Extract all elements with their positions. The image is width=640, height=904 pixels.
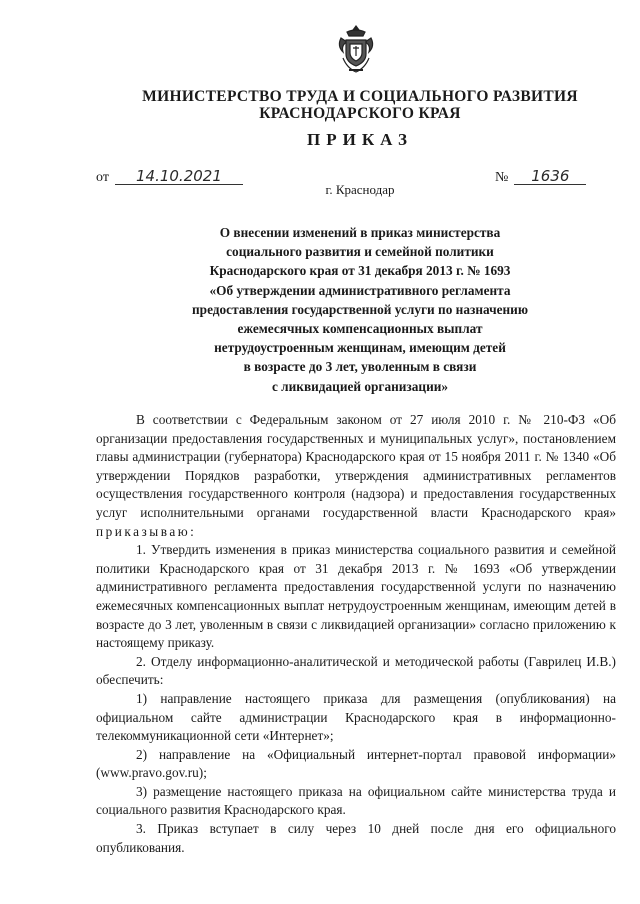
title-line: Краснодарского края от 31 декабря 2013 г. № 1693 [209, 263, 511, 279]
item-1: 1. Утвердить изменения в приказ министерства социального развития и семейной политики Краснодарского края от 31 декабря 2013 г. № 1693 «Об утверждении административного регламента предоставления государственной услуги по назначению ежемесячных компенсационных выплат нетрудоустроенным женщинам, имеющим детей в возрасте до 3 лет, уволенным в связи с ликвидацией организации» согласно приложению к настоящему приказу. [96, 542, 616, 651]
title-line: ежемесячных компенсационных выплат [237, 321, 483, 337]
number-prefix: № [495, 170, 509, 185]
document-title [130, 223, 590, 396]
preamble-text: В соответствии с Федеральным законом от 27 июля 2010 г. № 210-ФЗ «Об организации предоставления государственных и муниципальных услуг», постановлением главы администрации (губернатора) Краснодарского края от 15 ноября 2011 г. № 1340 «Об утверждении Порядков разработки, утверждения административных регламентов осуществления государственного контроля (надзора) и предоставления государственных услуг исполнительными органами государственной власти Краснодарского края» [96, 412, 616, 520]
date-prefix: от [96, 170, 109, 185]
ministry-name-line1: МИНИСТЕРСТВО ТРУДА И СОЦИАЛЬНОГО РАЗВИТИЯ [142, 88, 578, 105]
city: г. Краснодар [325, 182, 395, 197]
title-line: социального развития и семейной политики [226, 244, 494, 260]
title-line: нетрудоустроенным женщинам, имеющим детей [214, 340, 506, 356]
title-line: предоставления государственной услуги по назначению [192, 301, 528, 317]
item-2-1: 1) направление настоящего приказа для размещения (опубликования) на официальном сайте администрации Краснодарского края в информационно-телекоммуникационной сети «Интернет»; [96, 690, 616, 744]
preamble-paragraph [96, 411, 616, 541]
ministry-name-line2: КРАСНОДАРСКОГО КРАЯ [259, 105, 461, 122]
coat-of-arms-emblem [335, 22, 377, 76]
item-2-3: 3) размещение настоящего приказа на официальном сайте министерства труда и социального развития Краснодарского края. [96, 783, 616, 818]
order-word: приказываю: [96, 523, 197, 539]
item-3: 3. Приказ вступает в силу через 10 дней после дня его официального опубликования. [96, 821, 616, 855]
document-number: 1636 [514, 168, 586, 185]
item-2: 2. Отделу информационно-аналитической и методической работы (Гаврилец И.В.) обеспечить: [96, 653, 616, 688]
title-line: с ликвидацией организации» [271, 378, 449, 394]
document-date: 14.10.2021 [115, 168, 243, 185]
item-2-2: 2) направление на «Официальный интернет-портал правовой информации» (www.pravo.gov.ru); [96, 746, 616, 781]
title-line: О внесении изменений в приказ министерства [219, 225, 501, 240]
document-type: ПРИКАЗ [307, 130, 413, 149]
title-line: в возрасте до 3 лет, уволенным в связи [243, 359, 477, 375]
document-body [96, 411, 616, 857]
title-line: «Об утверждении административного регламента [209, 282, 511, 298]
